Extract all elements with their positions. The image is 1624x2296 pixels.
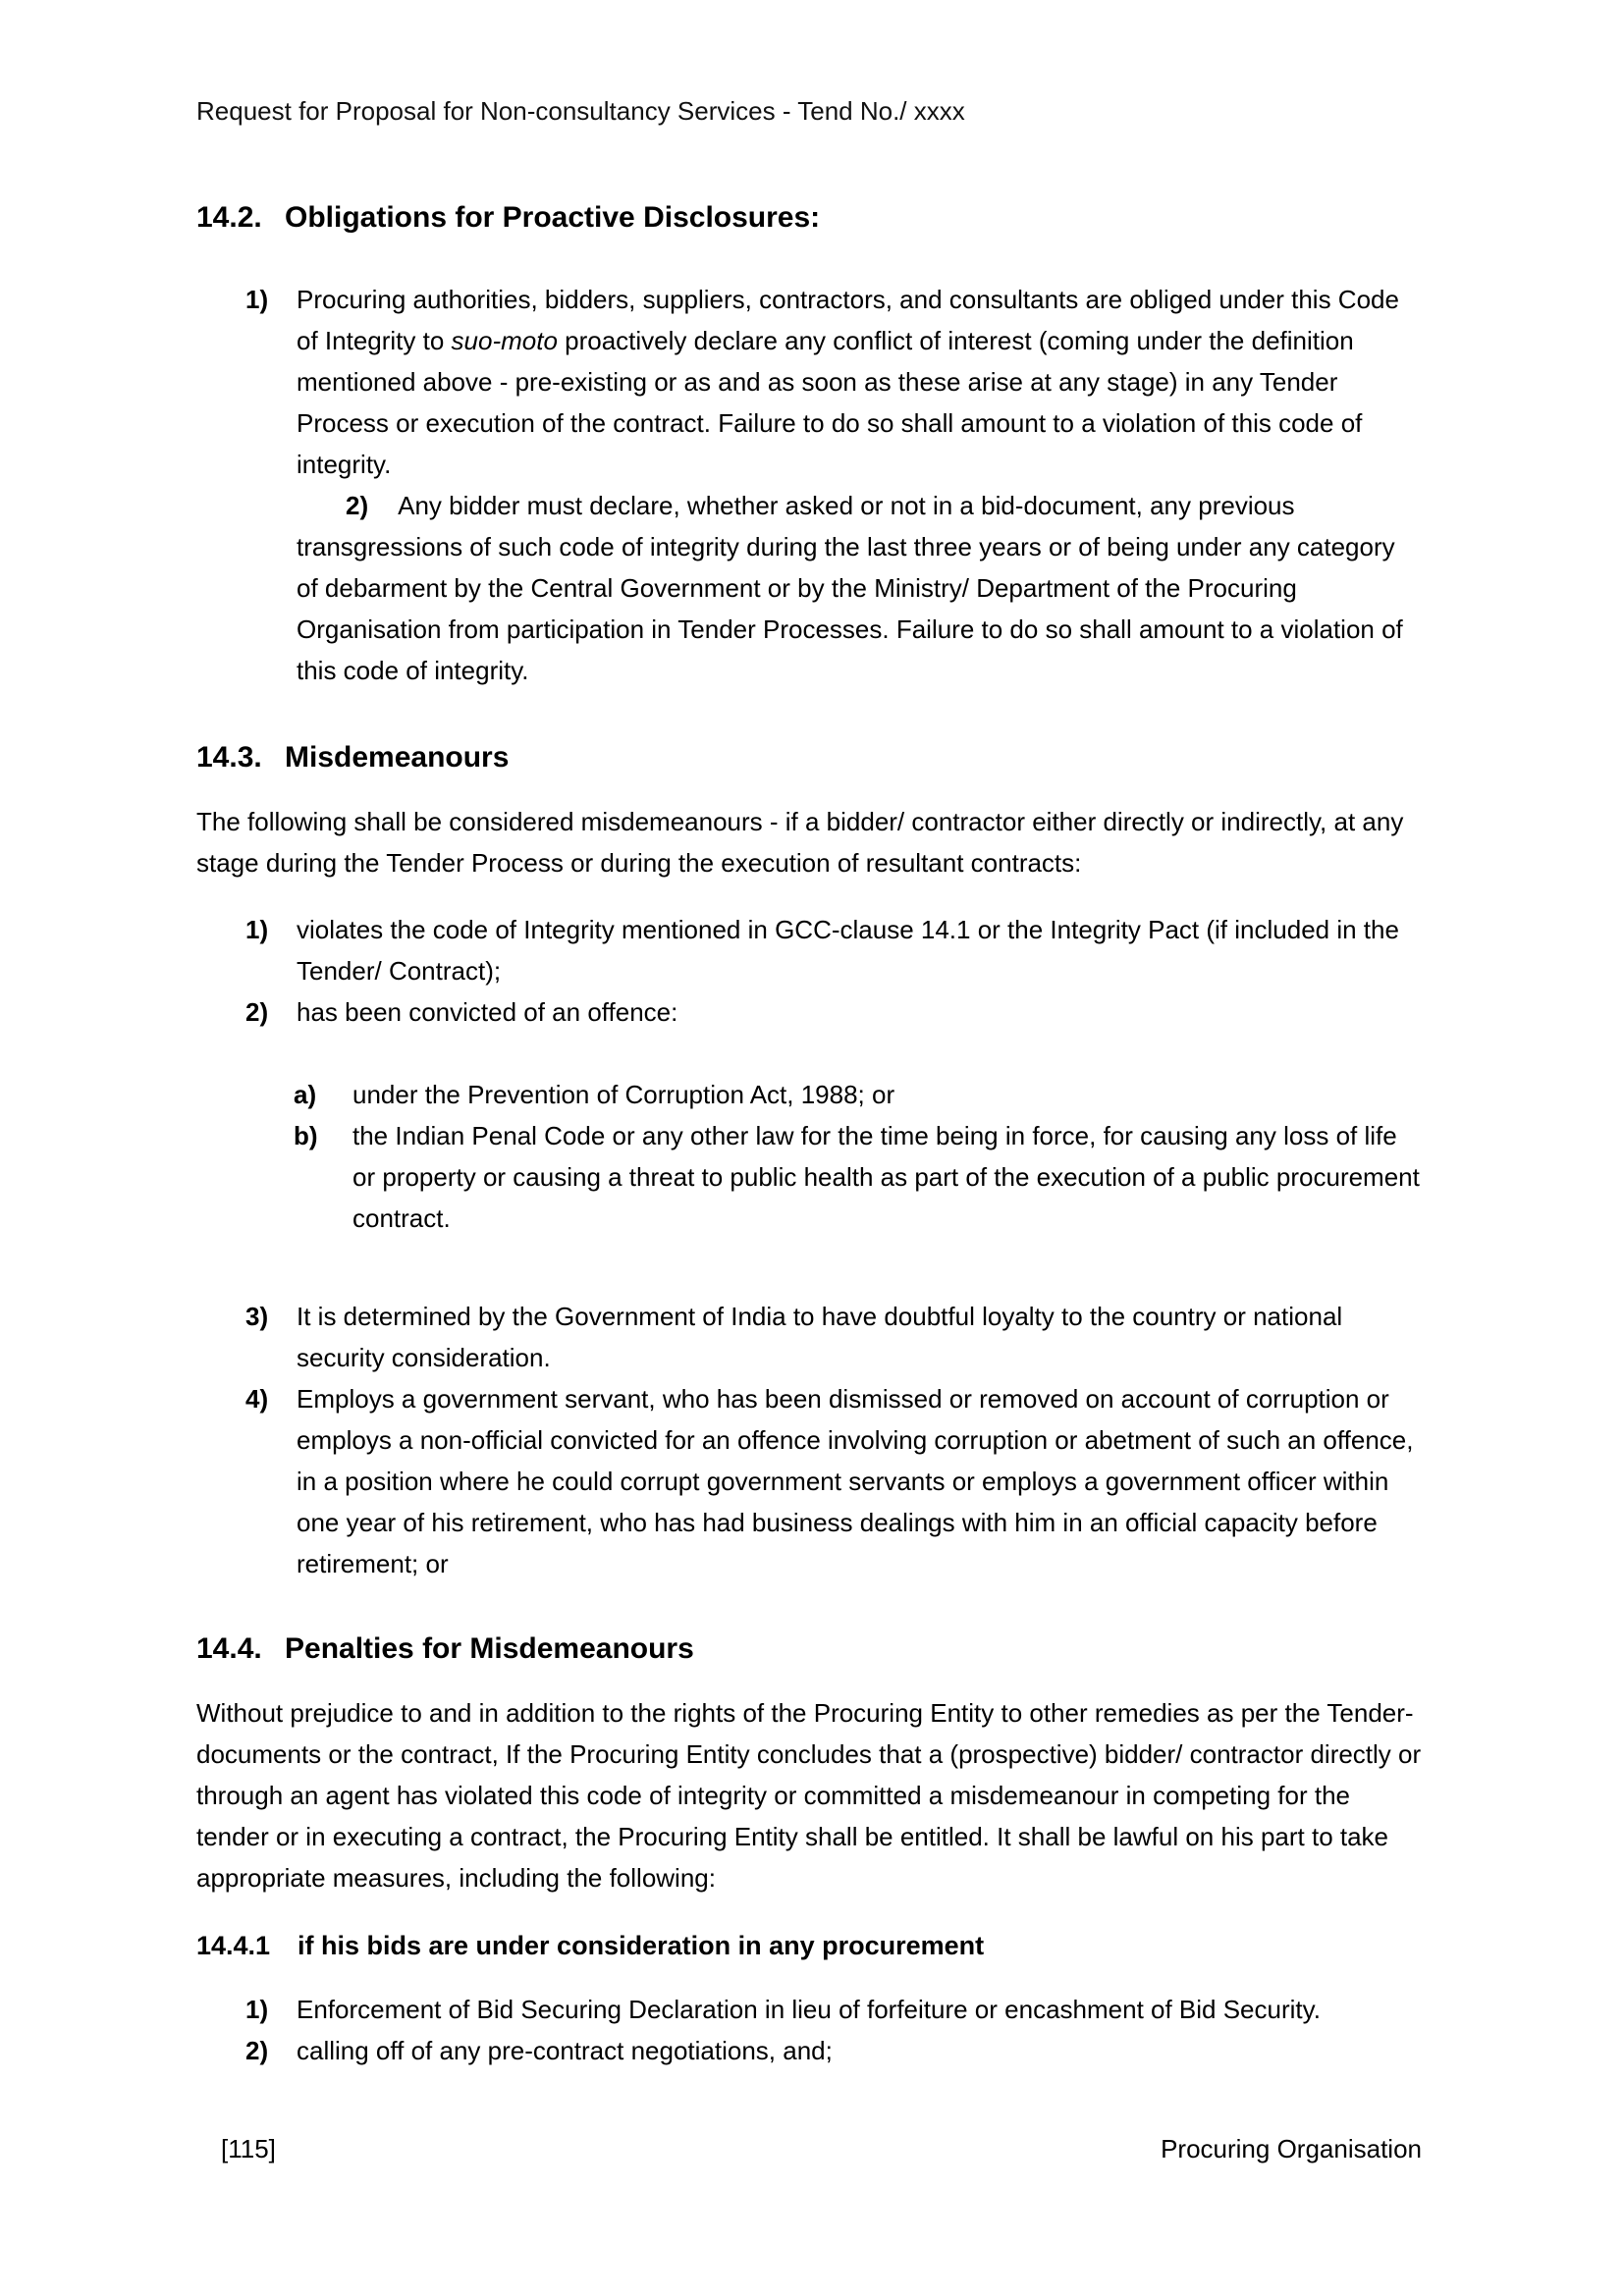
list-item-14-4-1-1 [245,1989,1422,2030]
section-title: Obligations for Proactive Disclosures: [285,201,821,234]
italic-term: suo-moto [451,326,558,355]
sub-list-item-a [294,1074,1422,1115]
subsection-title: if his bids are under consideration in any procurement [298,1931,985,1960]
section-number: 14.2. [196,201,262,234]
text-segment: Procuring authorities, bidders, suppliers, contractors, and consultants are obliged under this Code of Integrity to [297,285,1399,355]
list-item-number: 2) [346,491,369,520]
list-item-14-2-2 [297,485,1422,691]
list-item-14-3-1 [245,909,1422,991]
section-number: 14.4. [196,1632,262,1665]
list-item-number: 4) [245,1384,269,1414]
list-item-14-3-3 [245,1296,1422,1378]
footer-organisation-label: Procuring Organisation [1161,2134,1422,2163]
list-item-text: has been convicted of an offence: [297,997,678,1027]
list-item-number: 3) [245,1302,269,1331]
section-title: Penalties for Misdemeanours [285,1632,694,1665]
list-item-14-4-1-2 [245,2030,1422,2071]
list-item-text: Any bidder must declare, whether asked or not in a bid-document, any previous transgressions of such code of integrity during the last three years or of being under any category of debarment by the Central Government or by the Ministry/ Department of the Procuring Organisation from participation in Tender Processes. Failure to do so shall amount to a violation of this code of integrity. [297,491,1403,685]
sub-list-item-b [294,1115,1422,1239]
list-item-number: 1) [245,285,269,314]
sub-item-letter: b) [294,1121,318,1150]
list-item-text [297,279,1422,485]
list-item-number: 1) [245,1995,269,2024]
list-item-text: Employs a government servant, who has been dismissed or removed on account of corruption or employs a non-official convicted for an offence involving corruption or abetment of such an offence, in a position where he could corrupt government servants or employs a government officer within one year of his retirement, who has had business dealings with him in an official capacity before retirement; or [297,1384,1414,1578]
section-heading-14-3 [196,736,1422,779]
list-item-14-3-2 [245,991,1422,1033]
section-number: 14.3. [196,741,262,774]
subsection-heading-14-4-1 [196,1926,1422,1965]
list-item-14-3-4 [245,1378,1422,1584]
list-item-text: calling off of any pre-contract negotiations, and; [297,2036,833,2065]
list-item-text: Enforcement of Bid Securing Declaration in lieu of forfeiture or encashment of Bid Security. [297,1995,1321,2024]
text-segment: proactively declare any conflict of interest (coming under the definition mentioned above - pre-existing or as and as soon as these arise at any stage) in any Tender Process or execution of the contract. Failure to do so shall amount to a violation of this code of integrity. [297,326,1363,479]
section-heading-14-2 [196,196,1422,240]
list-item-text: It is determined by the Government of India to have doubtful loyalty to the country or national security consideration. [297,1302,1343,1372]
subsection-number: 14.4.1 [196,1931,271,1960]
sub-item-letter: a) [294,1080,317,1109]
list-item-14-2-1 [245,279,1422,485]
list-item-number: 2) [245,2036,269,2065]
list-item-number: 1) [245,915,269,944]
page-header: Request for Proposal for Non-consultancy Services - Tend No./ xxxx [196,96,965,126]
sub-item-text: the Indian Penal Code or any other law for the time being in force, for causing any loss of life or property or causing a threat to public health as part of the execution of a public procurement contract. [352,1121,1420,1233]
list-item-number: 2) [245,997,269,1027]
section-body-paragraph: Without prejudice to and in addition to the rights of the Procuring Entity to other remedies as per the Tender-documents or the contract, If the Procuring Entity concludes that a (prospective) bidder/ contractor directly or through an agent has violated this code of integrity or committed a misdemeanour in competing for the tender or in executing a contract, the Procuring Entity shall be entitled. It shall be lawful on his part to take appropriate measures, including the following: [196,1698,1422,1893]
list-item-text: violates the code of Integrity mentioned in GCC-clause 14.1 or the Integrity Pact (if included in the Tender/ Contract); [297,915,1399,986]
page-number: [115] [221,2134,276,2163]
sub-item-text: under the Prevention of Corruption Act, 1988; or [352,1080,895,1109]
section-intro-paragraph: The following shall be considered misdemeanours - if a bidder/ contractor either directly or indirectly, at any stage during the Tender Process or during the execution of resultant contracts: [196,807,1404,878]
section-title: Misdemeanours [285,741,510,774]
section-heading-14-4 [196,1628,1422,1671]
